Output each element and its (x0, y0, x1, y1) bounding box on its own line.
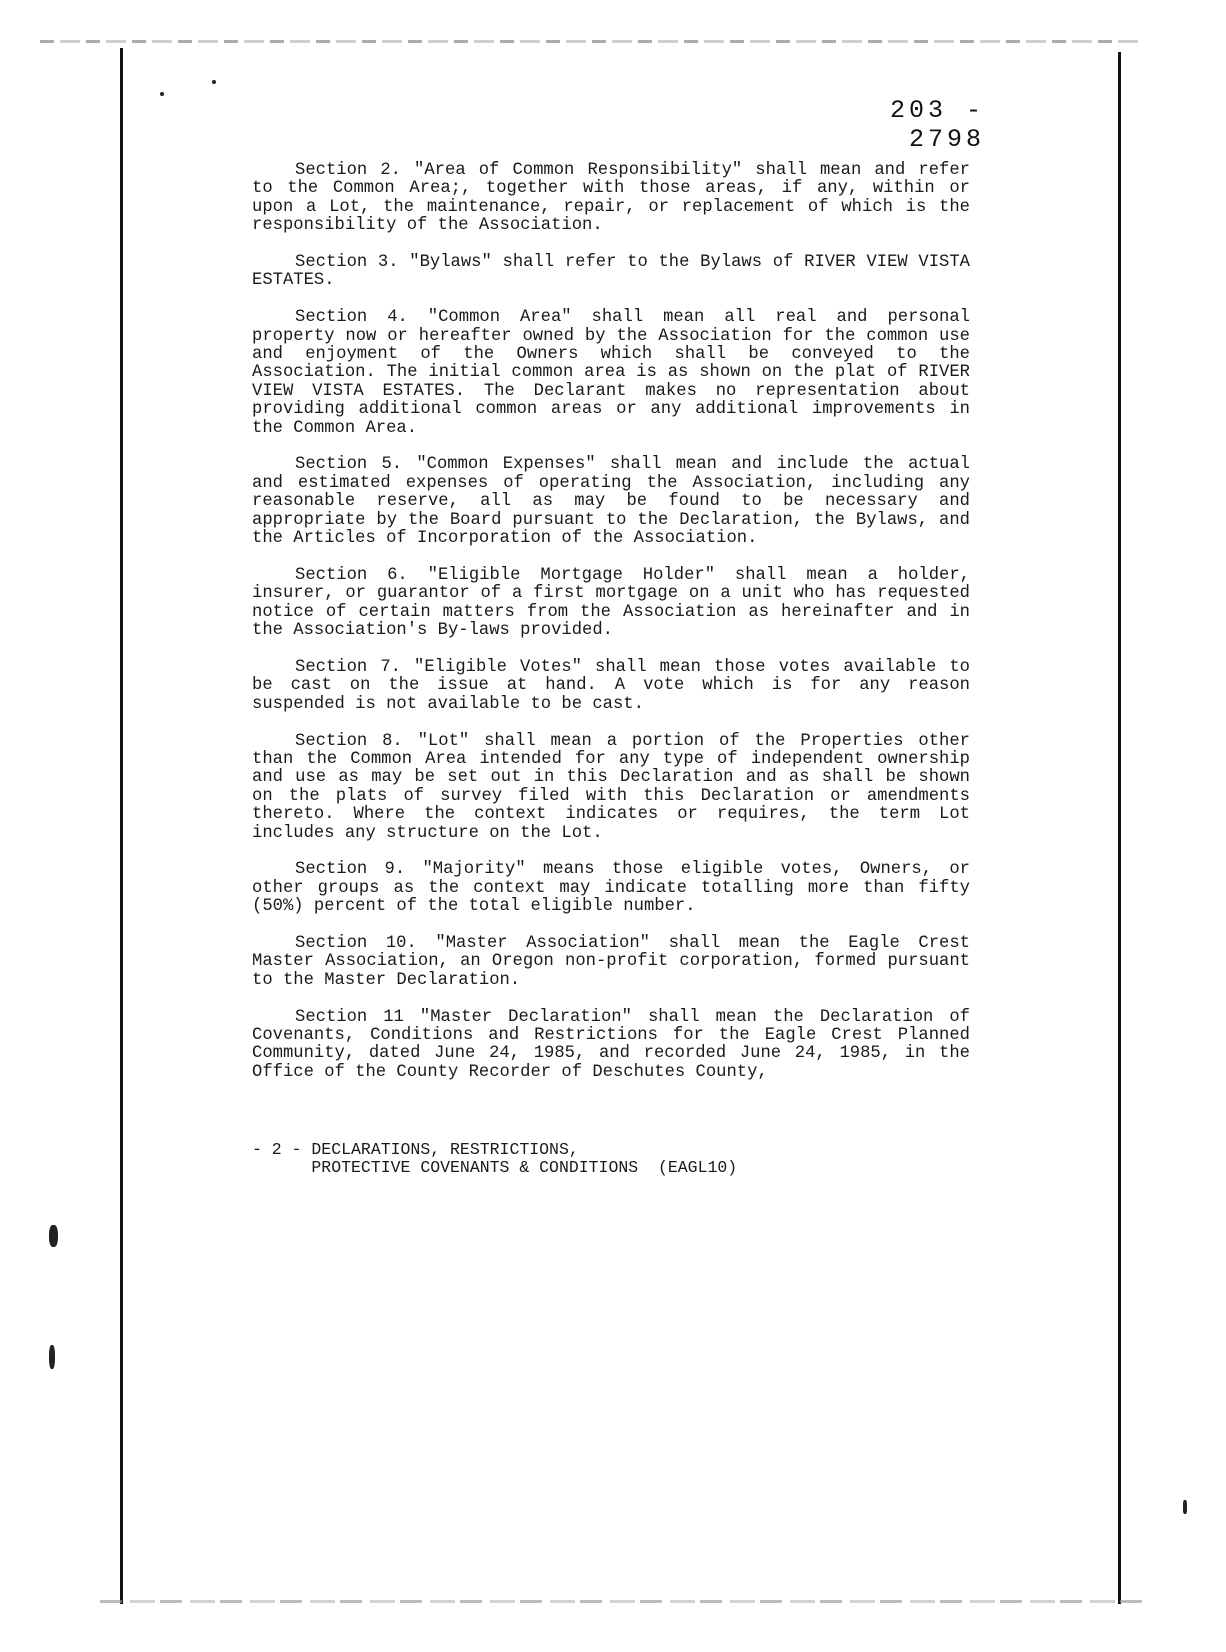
page-number: 203 - 2798 (889, 96, 985, 154)
section-7: Section 7. "Eligible Votes" shall mean those votes available to be cast on the issue at hand. A vote which is for any reason suspended is not available to be cast. (252, 657, 970, 714)
scan-speck (49, 1225, 58, 1247)
section-9: Section 9. "Majority" means those eligible votes, Owners, or other groups as the context may indicate totalling more than fifty (50%) percent of the total eligible number. (252, 860, 970, 917)
page-footer (252, 1141, 952, 1178)
section-3: Section 3. "Bylaws" shall refer to the Bylaws of RIVER VIEW VISTA ESTATES. (252, 253, 970, 291)
scan-edge-bottom (100, 1600, 1150, 1603)
section-8: Section 8. "Lot" shall mean a portion of the Properties other than the Common Area intended for any type of independent ownership and use as may be set out in this Declaration and as shall be shown on the plats of survey filed with this Declaration or amendments thereto. Where the context indicates or requires, the term Lot includes any structure on the Lot. (252, 731, 970, 843)
scan-edge-top (40, 40, 1140, 43)
scan-border-right (1118, 52, 1121, 1604)
scan-speck (49, 1345, 55, 1369)
section-2: Section 2. "Area of Common Responsibility" shall mean and refer to the Common Area;, together with those areas, if any, within or upon a Lot, the maintenance, repair, or replacement of which is the responsibility of the Association. (252, 161, 970, 236)
scan-speck (160, 92, 164, 96)
section-10: Section 10. "Master Association" shall mean the Eagle Crest Master Association, an Oregon non-profit corporation, formed pursuant to the Master Declaration. (252, 933, 970, 990)
document-body (252, 162, 970, 1101)
scan-border-left (120, 48, 123, 1604)
footer-line-1: - 2 - DECLARATIONS, RESTRICTIONS, (252, 1140, 579, 1159)
section-6: Section 6. "Eligible Mortgage Holder" shall mean a holder, insurer, or guarantor of a first mortgage on a unit who has requested notice of certain matters from the Association as hereinafter and in the Association's By-laws provided. (252, 565, 970, 641)
section-11: Section 11 "Master Declaration" shall mean the Declaration of Covenants, Conditions and Restrictions for the Eagle Crest Planned Community, dated June 24, 1985, and recorded June 24, 1985, in the Office of the County Recorder of Deschutes County, (252, 1007, 970, 1082)
section-5: Section 5. "Common Expenses" shall mean and include the actual and estimated expenses of operating the Association, including any reasonable reserve, all as may be found to be necessary and appropriate by the Board pursuant to the Declaration, the Bylaws, and the Articles of Incorporation of the Association. (252, 455, 970, 549)
footer-line-2: PROTECTIVE COVENANTS & CONDITIONS (EAGL10) (252, 1158, 738, 1178)
scan-speck (1183, 1500, 1187, 1514)
section-4: Section 4. "Common Area" shall mean all real and personal property now or hereafter owned by the Association for the common use and enjoyment of the Owners which shall be conveyed to the Association. The initial common area is as shown on the plat of RIVER VIEW VISTA ESTATES. The Declarant makes no representation about providing additional common areas or any additional improvements in the Common Area. (252, 308, 970, 438)
scan-speck (212, 80, 216, 84)
